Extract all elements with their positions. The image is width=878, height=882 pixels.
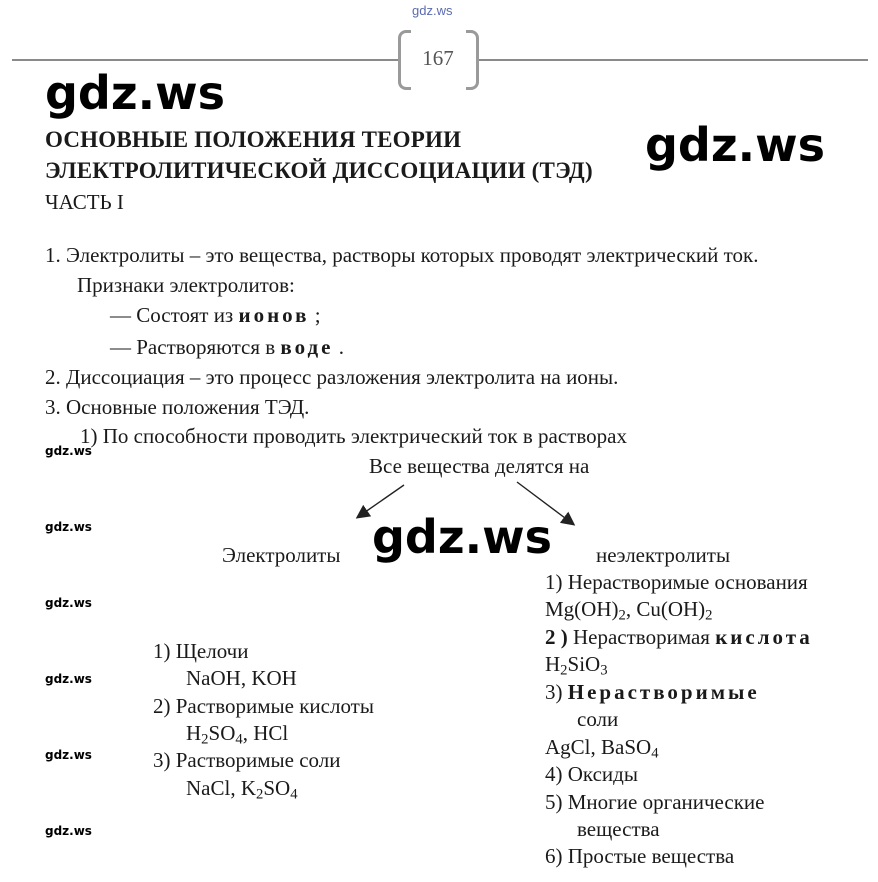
left-item-1: 1) Щелочи — [153, 639, 249, 663]
right-item-3: 3) Нерастворимые — [545, 680, 760, 704]
right-item-5: 5) Многие органические — [545, 790, 765, 814]
left-item-3: 3) Растворимые соли — [153, 748, 341, 772]
keyword-insoluble: Нерастворимые — [567, 680, 760, 704]
right-item-3-cont: соли — [577, 707, 619, 731]
watermark-small-3: gdz.ws — [45, 596, 92, 610]
left-item-2: 2) Растворимые кислоты — [153, 694, 374, 718]
watermark-small-4: gdz.ws — [45, 672, 92, 686]
item-3: 3. Основные положения ТЭД. — [45, 395, 310, 419]
keyword-water: воде — [280, 335, 334, 359]
watermark-top: gdz.ws — [412, 3, 453, 18]
item-2: 2. Диссоциация – это процесс разложения электролита на ионы. — [45, 365, 619, 389]
right-item-1: 1) Нерастворимые основания — [545, 570, 808, 594]
electrolytes-head: Электролиты — [222, 543, 341, 567]
heading-line-2: ЭЛЕКТРОЛИТИЧЕСКОЙ ДИССОЦИАЦИИ (ТЭД) — [45, 158, 593, 183]
right-item-2-formula: $H_2SiO_3$ — [545, 652, 608, 679]
left-item-1-formula: NaOH, KOH — [186, 666, 297, 690]
right-item-1-formula: $Mg(OH)_2$, $Cu(OH)_2$ — [545, 597, 713, 624]
right-item-2: 2 ) Нерастворимая кислота — [545, 625, 813, 649]
left-item-2-formula: $H_2SO_4$, HCl — [186, 721, 289, 748]
right-item-3-formula: AgCl, BaSO$_4$ — [545, 735, 659, 762]
sign-2: — Растворяются в воде . — [110, 335, 344, 359]
watermark-small-6: gdz.ws — [45, 824, 92, 838]
item-1: 1. Электролиты – это вещества, растворы которых проводят электрический ток. — [45, 243, 759, 267]
signs-label: Признаки электролитов: — [77, 273, 295, 297]
watermark-large-2: gdz.ws — [645, 118, 825, 172]
item-3-1: 1) По способности проводить электрический ток в растворах — [80, 424, 627, 448]
sign-1: — Состоят из ионов ; — [110, 303, 321, 327]
diagram-root: Все вещества делятся на — [369, 454, 590, 478]
right-item-4: 4) Оксиды — [545, 762, 638, 786]
keyword-acid: кислота — [715, 625, 813, 649]
heading-part: ЧАСТЬ I — [45, 190, 124, 214]
watermark-small-1: gdz.ws — [45, 444, 92, 458]
page-number: 167 — [422, 45, 454, 70]
right-item-5-cont: вещества — [577, 817, 660, 841]
heading-line-1: ОСНОВНЫЕ ПОЛОЖЕНИЯ ТЕОРИИ — [45, 127, 462, 152]
watermark-large-1: gdz.ws — [45, 66, 225, 120]
watermark-small-5: gdz.ws — [45, 748, 92, 762]
right-item-6: 6) Простые вещества — [545, 844, 735, 868]
keyword-ions: ионов — [238, 303, 310, 327]
left-item-3-formula: NaCl, $K_2SO_4$ — [186, 776, 298, 803]
nonelectrolytes-head: неэлектролиты — [596, 543, 731, 567]
watermark-large-3: gdz.ws — [372, 510, 552, 564]
watermark-small-2: gdz.ws — [45, 520, 92, 534]
